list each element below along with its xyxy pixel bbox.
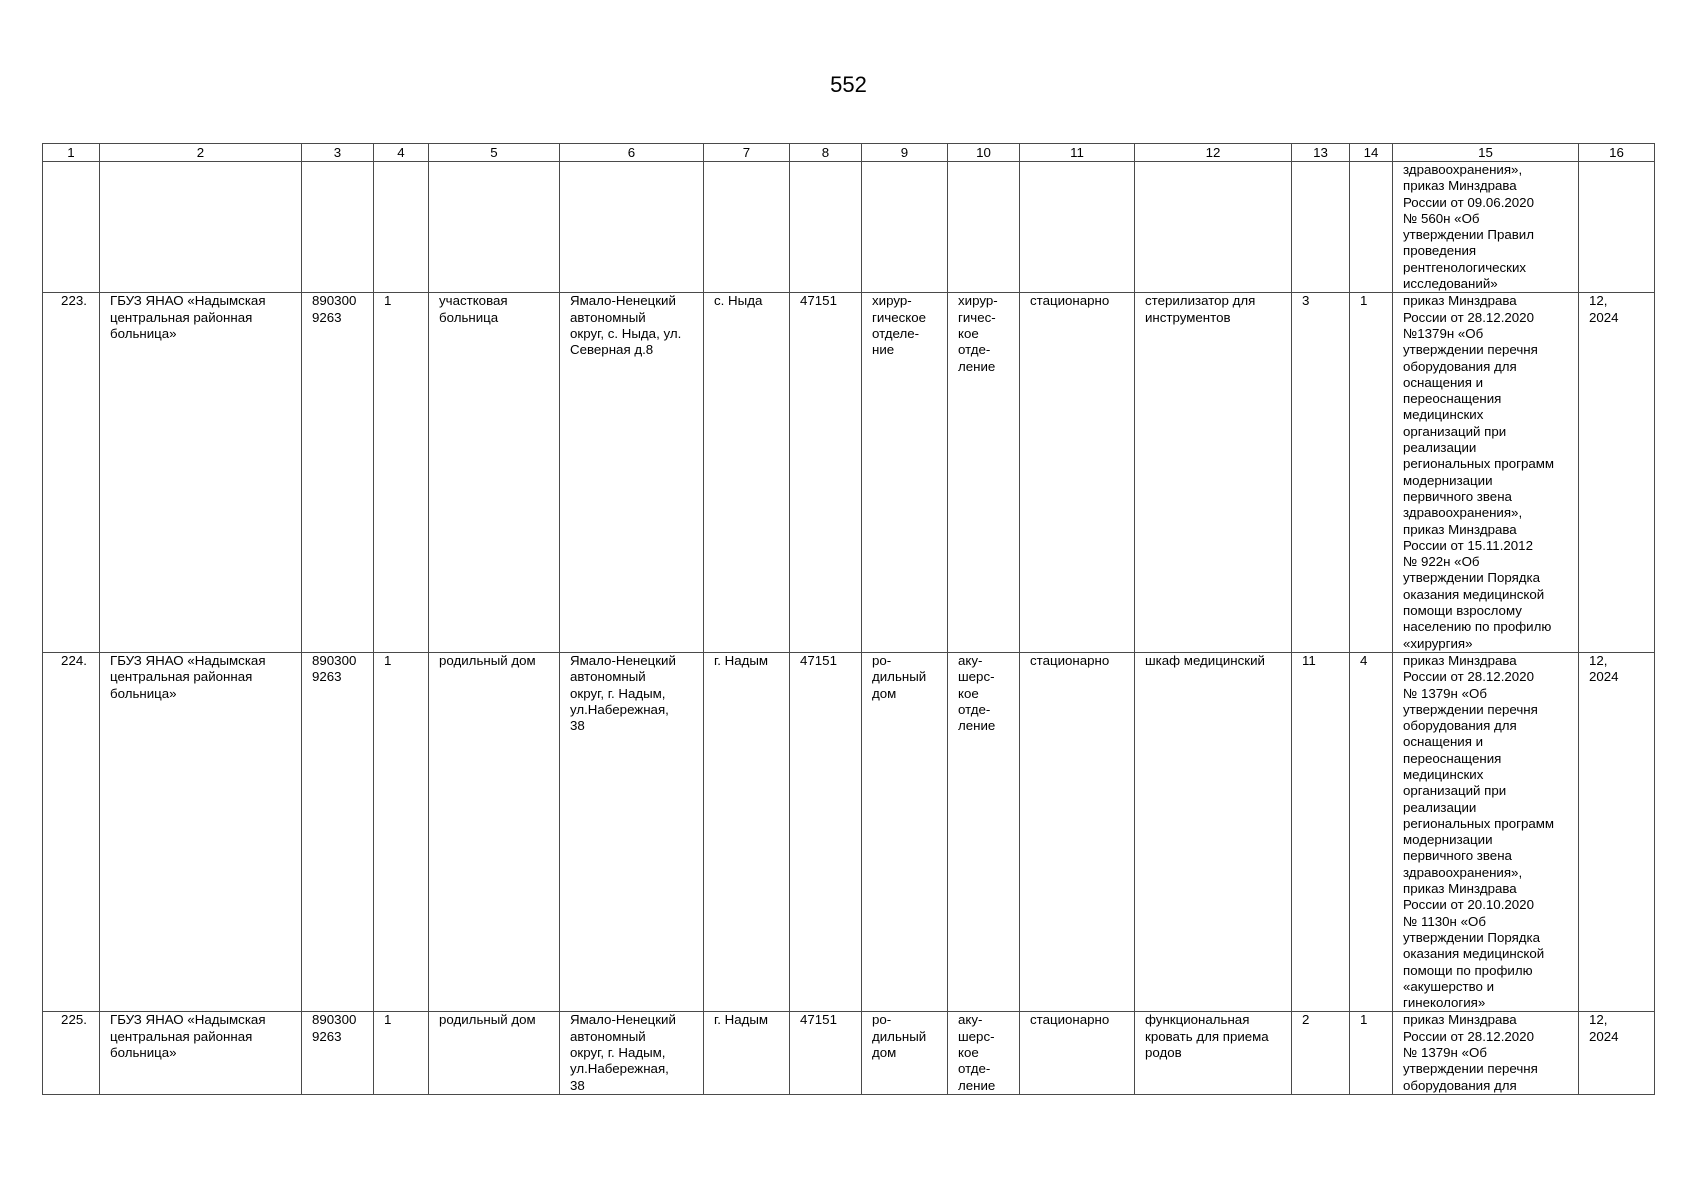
cell-empty <box>429 162 560 293</box>
cell-address: Ямало-Ненецкий автономный округ, с. Ныда, ул. Северная д.8 <box>560 293 704 653</box>
cell-col13: 2 <box>1292 1012 1350 1094</box>
cell-col14: 4 <box>1350 652 1393 1012</box>
cell-empty <box>790 162 862 293</box>
column-header: 11 <box>1020 144 1135 162</box>
cell-care-mode: стационарно <box>1020 1012 1135 1094</box>
cell-row-number: 224. <box>43 652 100 1012</box>
cell-col13: 3 <box>1292 293 1350 653</box>
cell-empty <box>374 162 429 293</box>
cell-empty <box>1350 162 1393 293</box>
cell-equipment: шкаф медицинский <box>1135 652 1292 1012</box>
cell-empty <box>1579 162 1655 293</box>
column-header: 10 <box>948 144 1020 162</box>
cell-organization: ГБУЗ ЯНАО «Надымская центральная районная больница» <box>100 652 302 1012</box>
cell-organization: ГБУЗ ЯНАО «Надымская центральная районная больница» <box>100 293 302 653</box>
cell-address: Ямало-Ненецкий автономный округ, г. Надым, ул.Набережная, 38 <box>560 652 704 1012</box>
equipment-registry-table <box>42 143 1655 1095</box>
cell-inn: 890300 9263 <box>302 652 374 1012</box>
cell-legal-basis: приказ Минздрава России от 28.12.2020 №1379н «Об утверждении перечня оборудования для оснащения и переоснащения медицинских организаций при реализации региональных программ модернизации первичного звена здравоохранения», приказ Минздрава России от 15.11.2012 № 922н «Об утверждении Порядка оказания медицинской помощи взрослому населению по профилю «хирургия» <box>1393 293 1579 653</box>
cell-organization: ГБУЗ ЯНАО «Надымская центральная районная больница» <box>100 1012 302 1094</box>
cell-locality: г. Надым <box>704 652 790 1012</box>
column-header: 3 <box>302 144 374 162</box>
cell-row-number: 223. <box>43 293 100 653</box>
column-header: 13 <box>1292 144 1350 162</box>
column-header: 9 <box>862 144 948 162</box>
cell-empty <box>560 162 704 293</box>
cell-empty <box>43 162 100 293</box>
cell-oktmo: 47151 <box>790 1012 862 1094</box>
column-header: 14 <box>1350 144 1393 162</box>
cell-department: аку- шерс- кое отде- ление <box>948 1012 1020 1094</box>
cell-locality: г. Надым <box>704 1012 790 1094</box>
column-header: 6 <box>560 144 704 162</box>
table-row <box>43 1012 1655 1094</box>
cell-col13: 11 <box>1292 652 1350 1012</box>
cell-facility-type: участковая больница <box>429 293 560 653</box>
cell-care-mode: стационарно <box>1020 652 1135 1012</box>
column-header: 2 <box>100 144 302 162</box>
cell-department: хирур- гичес- кое отде- ление <box>948 293 1020 653</box>
cell-inn: 890300 9263 <box>302 1012 374 1094</box>
cell-unit: хирур- гическое отделе- ние <box>862 293 948 653</box>
cell-empty <box>1020 162 1135 293</box>
cell-legal-basis: приказ Минздрава России от 28.12.2020 № 1379н «Об утверждении перечня оборудования для <box>1393 1012 1579 1094</box>
cell-facility-type: родильный дом <box>429 1012 560 1094</box>
cell-empty <box>1135 162 1292 293</box>
cell-unit: ро- дильный дом <box>862 652 948 1012</box>
cell-col4: 1 <box>374 1012 429 1094</box>
cell-empty <box>302 162 374 293</box>
cell-oktmo: 47151 <box>790 652 862 1012</box>
page-number: 552 <box>830 72 867 97</box>
column-header: 16 <box>1579 144 1655 162</box>
column-header: 15 <box>1393 144 1579 162</box>
cell-col4: 1 <box>374 652 429 1012</box>
cell-term: 12, 2024 <box>1579 1012 1655 1094</box>
cell-legal-basis: приказ Минздрава России от 28.12.2020 № 1379н «Об утверждении перечня оборудования для оснащения и переоснащения медицинских организаций при реализации региональных программ модернизации первичного звена здравоохранения», приказ Минздрава России от 20.10.2020 № 1130н «Об утверждении Порядка оказания медицинской помощи по профилю «акушерство и гинекология» <box>1393 652 1579 1012</box>
cell-locality: с. Ныда <box>704 293 790 653</box>
cell-legal-basis: здравоохранения», приказ Минздрава России от 09.06.2020 № 560н «Об утверждении Правил проведения рентгенологических исследований» <box>1393 162 1579 293</box>
cell-term: 12, 2024 <box>1579 293 1655 653</box>
cell-col14: 1 <box>1350 293 1393 653</box>
cell-department: аку- шерс- кое отде- ление <box>948 652 1020 1012</box>
cell-empty <box>1292 162 1350 293</box>
cell-term: 12, 2024 <box>1579 652 1655 1012</box>
cell-address: Ямало-Ненецкий автономный округ, г. Надым, ул.Набережная, 38 <box>560 1012 704 1094</box>
cell-col14: 1 <box>1350 1012 1393 1094</box>
cell-care-mode: стационарно <box>1020 293 1135 653</box>
column-header: 7 <box>704 144 790 162</box>
cell-inn: 890300 9263 <box>302 293 374 653</box>
cell-equipment: стерилизатор для инструментов <box>1135 293 1292 653</box>
cell-empty <box>704 162 790 293</box>
column-header: 8 <box>790 144 862 162</box>
continuation-row <box>43 162 1655 293</box>
column-number-row <box>43 144 1655 162</box>
table-row <box>43 652 1655 1012</box>
table-row <box>43 293 1655 653</box>
column-header: 4 <box>374 144 429 162</box>
cell-empty <box>100 162 302 293</box>
cell-equipment: функциональная кровать для приема родов <box>1135 1012 1292 1094</box>
cell-col4: 1 <box>374 293 429 653</box>
column-header: 1 <box>43 144 100 162</box>
cell-facility-type: родильный дом <box>429 652 560 1012</box>
cell-unit: ро- дильный дом <box>862 1012 948 1094</box>
cell-empty <box>862 162 948 293</box>
cell-row-number: 225. <box>43 1012 100 1094</box>
cell-oktmo: 47151 <box>790 293 862 653</box>
cell-empty <box>948 162 1020 293</box>
column-header: 5 <box>429 144 560 162</box>
column-header: 12 <box>1135 144 1292 162</box>
